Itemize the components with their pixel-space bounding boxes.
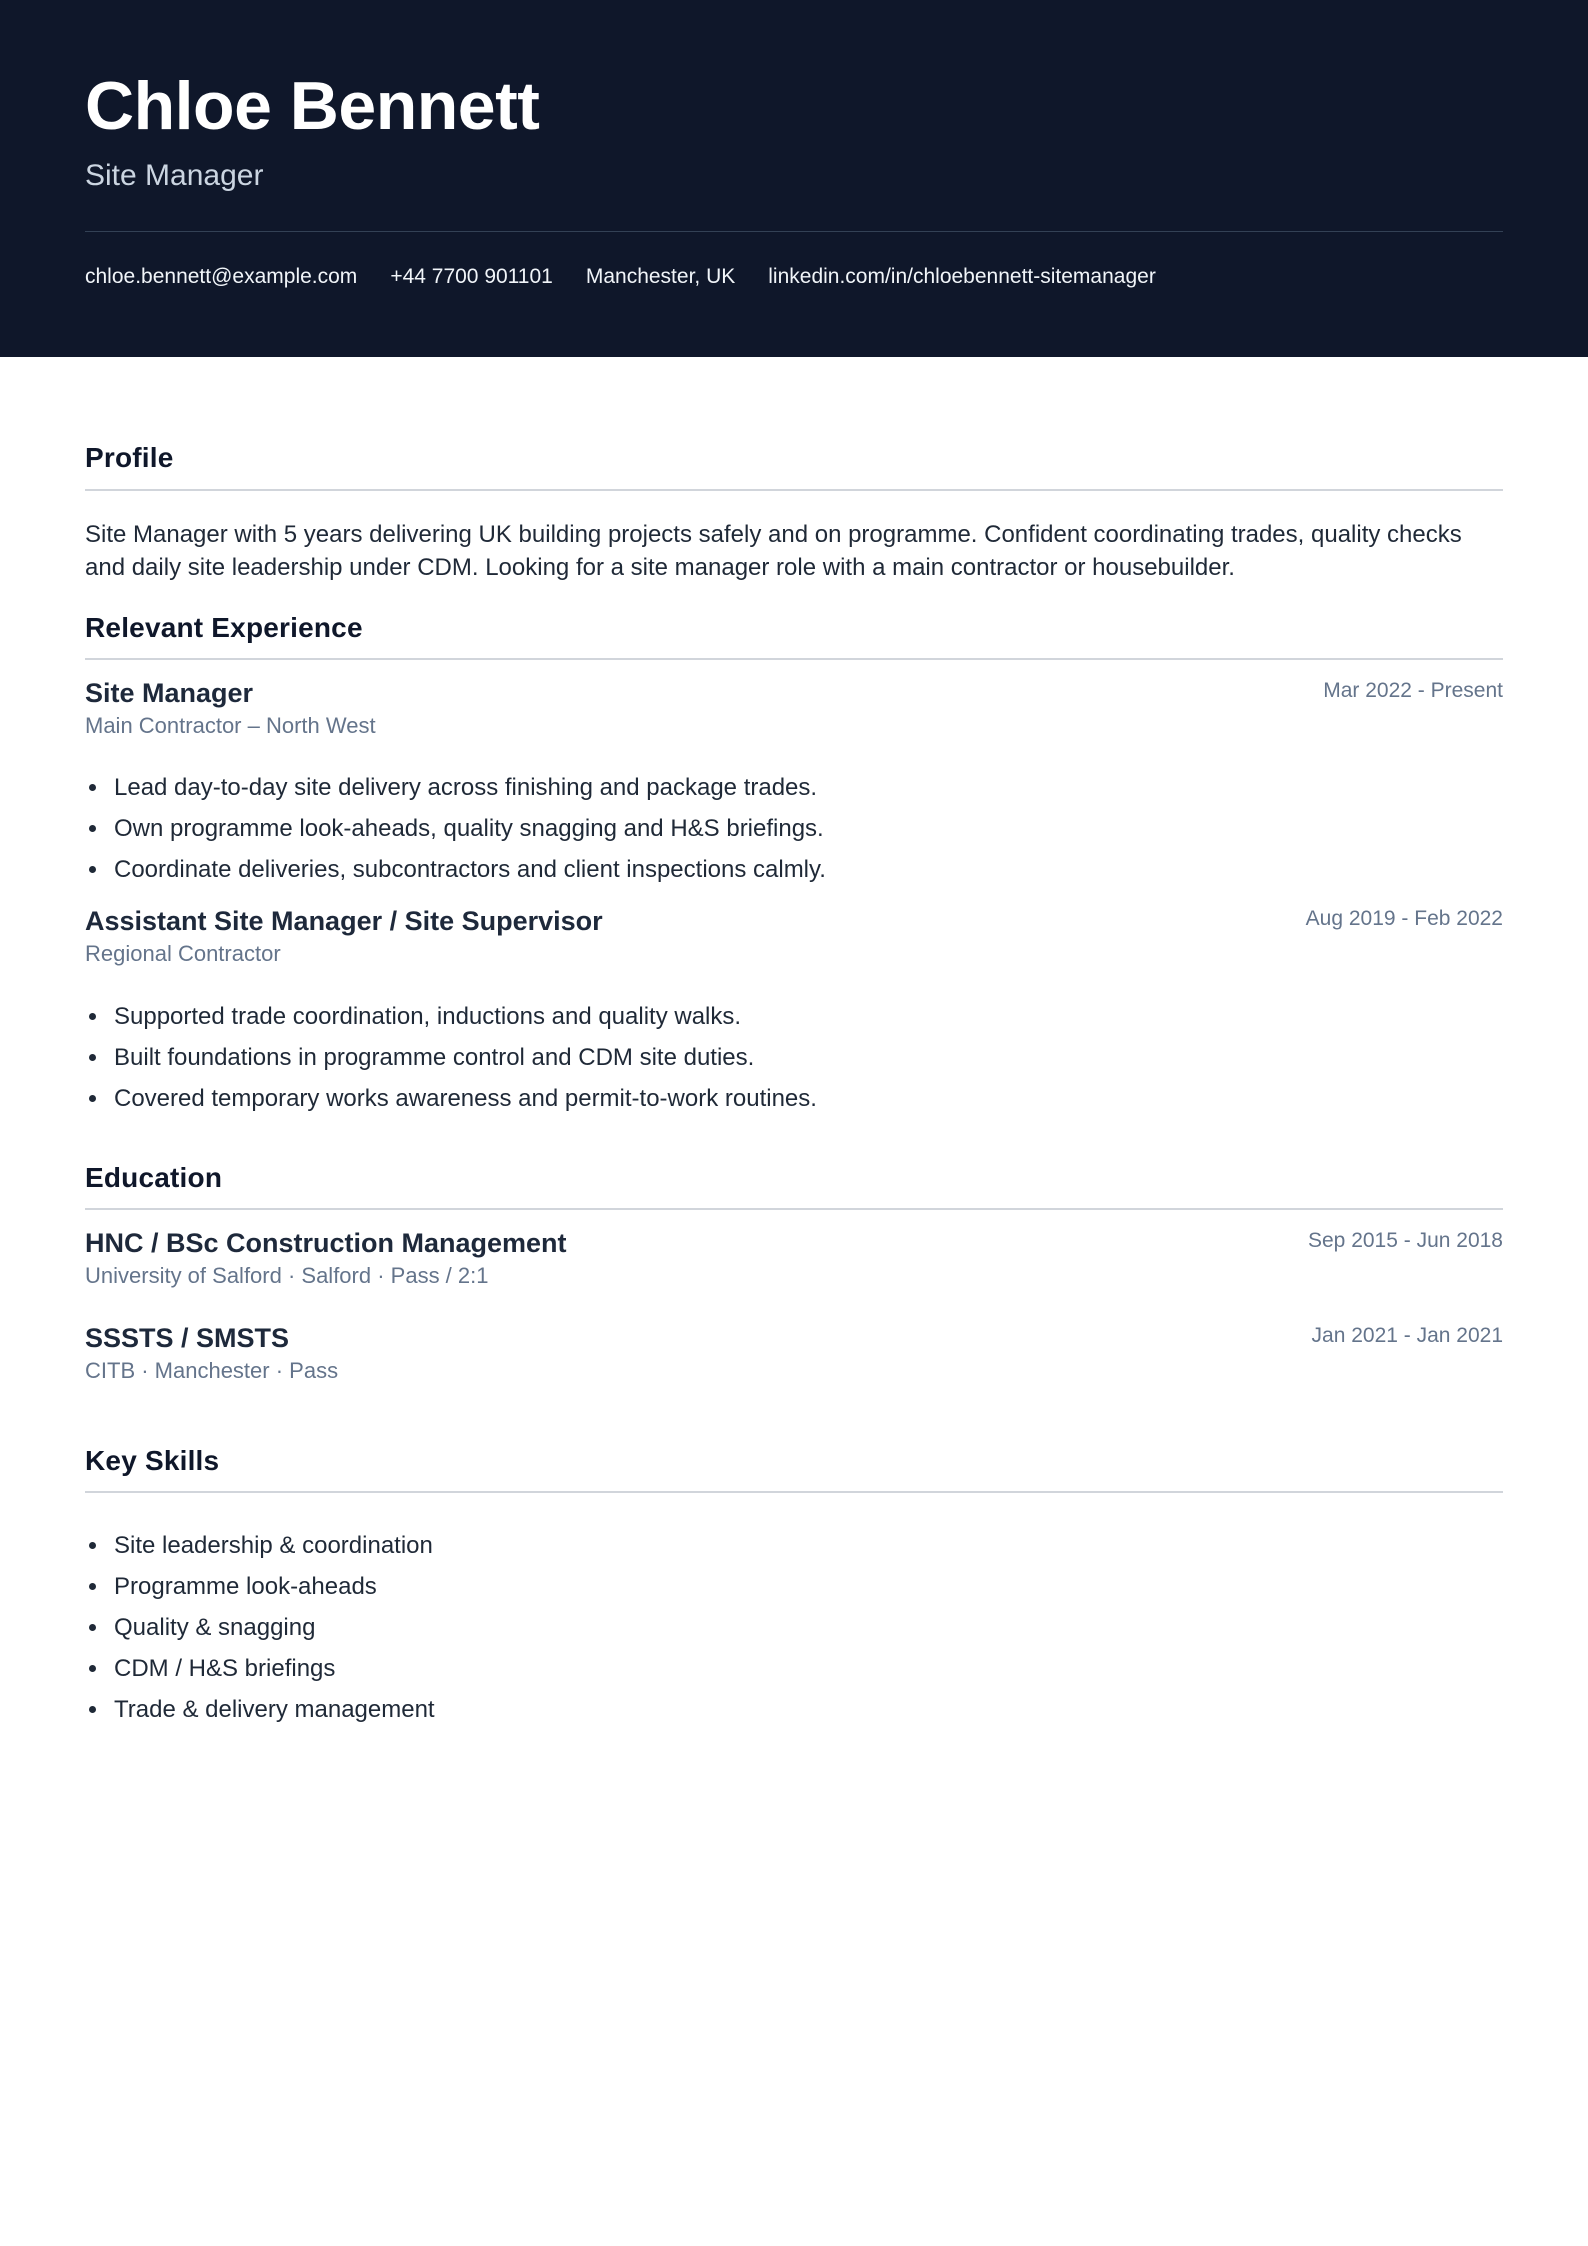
profile-heading: Profile bbox=[85, 442, 174, 473]
experience-heading: Relevant Experience bbox=[85, 612, 363, 643]
job-bullets bbox=[85, 767, 826, 890]
skill-item: CDM / H&S briefings bbox=[85, 1648, 435, 1689]
resume-header bbox=[0, 0, 1588, 357]
job-dates: Aug 2019 - Feb 2022 bbox=[1305, 907, 1503, 930]
education-heading: Education bbox=[85, 1162, 223, 1193]
job-title: Assistant Site Manager / Site Supervisor bbox=[85, 906, 603, 936]
job-dates: Mar 2022 - Present bbox=[1323, 679, 1503, 702]
job-employer: Main Contractor – North West bbox=[85, 713, 376, 738]
bullet-item: Lead day-to-day site delivery across finishing and package trades. bbox=[85, 767, 826, 808]
header-divider bbox=[85, 231, 1503, 232]
education-details: University of Salford · Salford · Pass / 2:1 bbox=[85, 1263, 489, 1288]
job-bullets bbox=[85, 996, 817, 1119]
job-title: Site Manager bbox=[85, 678, 254, 708]
experience-divider bbox=[85, 658, 1503, 660]
education-dates: Sep 2015 - Jun 2018 bbox=[1308, 1229, 1503, 1252]
skill-item: Trade & delivery management bbox=[85, 1689, 435, 1730]
skills-heading: Key Skills bbox=[85, 1445, 220, 1476]
candidate-title: Site Manager bbox=[85, 159, 264, 192]
contact-list bbox=[85, 262, 1156, 292]
bullet-item: Own programme look-aheads, quality snagging and H&S briefings. bbox=[85, 808, 826, 849]
contact-linkedin[interactable]: linkedin.com/in/chloebennett-sitemanager bbox=[768, 265, 1156, 288]
skills-divider bbox=[85, 1491, 1503, 1493]
education-title: HNC / BSc Construction Management bbox=[85, 1228, 567, 1258]
education-divider bbox=[85, 1208, 1503, 1210]
skill-item: Quality & snagging bbox=[85, 1607, 435, 1648]
profile-divider bbox=[85, 489, 1503, 491]
skill-item: Site leadership & coordination bbox=[85, 1525, 435, 1566]
contact-phone[interactable]: +44 7700 901101 bbox=[390, 265, 553, 288]
bullet-item: Built foundations in programme control and CDM site duties. bbox=[85, 1037, 817, 1078]
job-employer: Regional Contractor bbox=[85, 941, 281, 966]
skill-item: Programme look-aheads bbox=[85, 1566, 435, 1607]
education-dates: Jan 2021 - Jan 2021 bbox=[1311, 1324, 1503, 1347]
skills-list bbox=[85, 1525, 435, 1730]
contact-location: Manchester, UK bbox=[585, 265, 736, 288]
candidate-name: Chloe Bennett bbox=[85, 68, 540, 144]
bullet-item: Coordinate deliveries, subcontractors and client inspections calmly. bbox=[85, 849, 826, 890]
bullet-item: Covered temporary works awareness and permit-to-work routines. bbox=[85, 1078, 817, 1119]
education-details: CITB · Manchester · Pass bbox=[85, 1358, 339, 1383]
contact-email[interactable]: chloe.bennett@example.com bbox=[85, 265, 358, 288]
profile-summary: Site Manager with 5 years delivering UK building projects safely and on programme. Confident coordinating trades, quality checks and daily site leadership under CDM. Looking for a site manager role with a main contractor or housebuilder. bbox=[85, 521, 1462, 581]
education-title: SSSTS / SMSTS bbox=[85, 1323, 290, 1353]
bullet-item: Supported trade coordination, inductions and quality walks. bbox=[85, 996, 817, 1037]
